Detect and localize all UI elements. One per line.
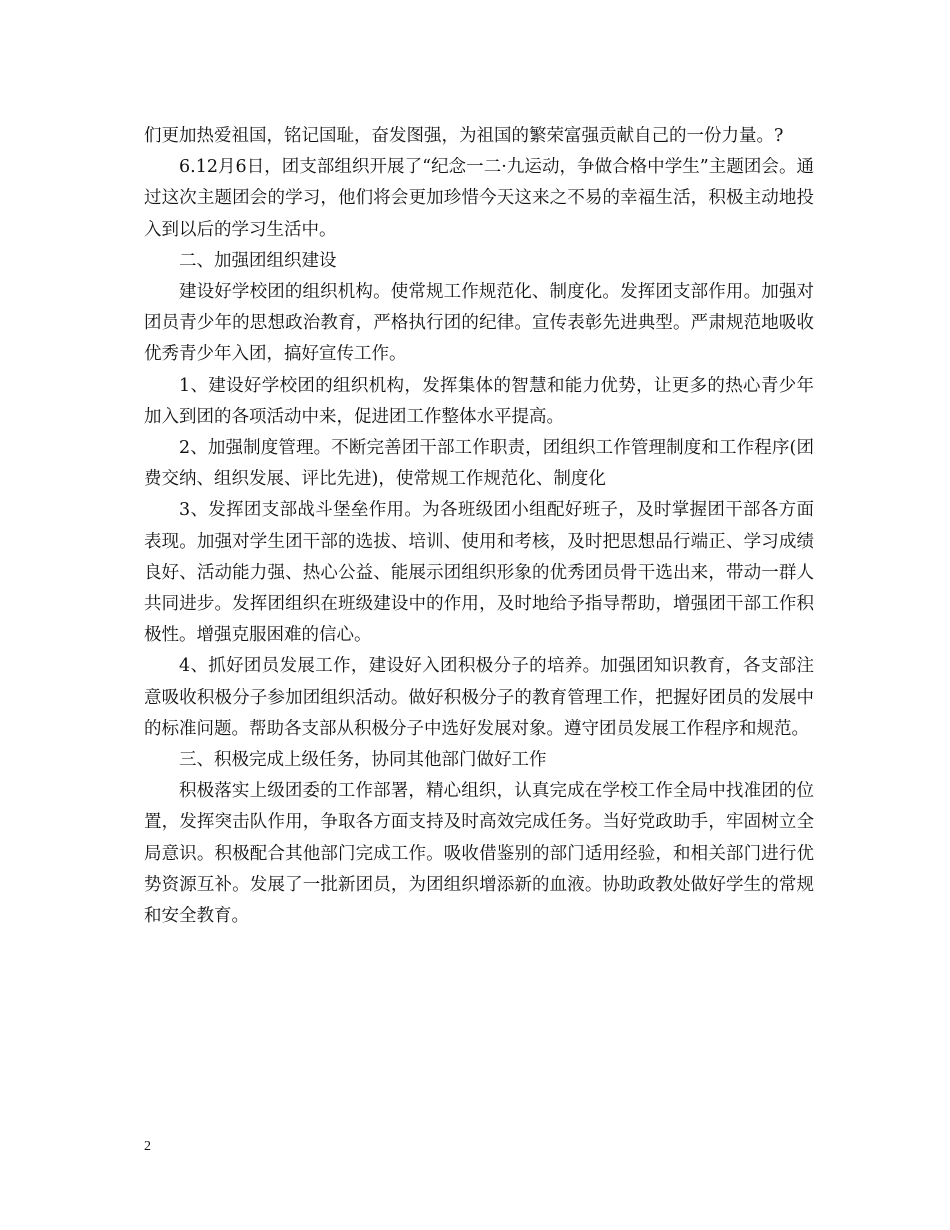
paragraph-2: 6.12月6日，团支部组织开展了“纪念一二·九运动，争做合格中学生”主题团会。通过这次主题团会的学习，他们将会更加珍惜今天这来之不易的幸福生活，积极主动地投入到以后的学习生活中。 [144,157,814,240]
page-number: 2 [144,1139,151,1154]
list-item-2: 2、加强制度管理。不断完善团干部工作职责，团组织工作管理制度和工作程序(团费交纳、组织发展、评比先进)，使常规工作规范化、制度化 [144,438,814,490]
section-heading-2: 二、加强团组织建设 [179,250,337,271]
list-item-3: 3、发挥团支部战斗堡垒作用。为各班级团小组配好班子，及时掌握团干部各方面表现。加强对学生团干部的选拔、培训、使用和考核，及时把思想品行端正、学习成绩良好、活动能力强、热心公益、能展示团组织形象的优秀团员骨干选出来，带动一群人共同进步。发挥团组织在班级建设中的作用，及时地给予指导帮助，增强团干部工作积极性。增强克服困难的信心。 [144,500,814,646]
document-body [144,121,814,932]
list-item-4: 4、抓好团员发展工作，建设好入团积极分子的培养。加强团知识教育，各支部注意吸收积极分子参加团组织活动。做好积极分子的教育管理工作，把握好团员的发展中的标准问题。帮助各支部从积极分子中选好发展对象。遵守团员发展工作程序和规范。 [144,656,814,739]
paragraph-3: 建设好学校团的组织机构。使常规工作规范化、制度化。发挥团支部作用。加强对团员青少年的思想政治教育，严格执行团的纪律。宣传表彰先进典型。严肃规范地吸收优秀青少年入团，搞好宣传工作。 [144,282,814,365]
list-item-1: 1、建设好学校团的组织机构，发挥集体的智慧和能力优势，让更多的热心青少年加入到团的各项活动中来，促进团工作整体水平提高。 [144,375,814,427]
paragraph-1: 们更加热爱祖国，铭记国耻，奋发图强，为祖国的繁荣富强贡献自己的一份力量。? [144,126,784,146]
paragraph-4: 积极落实上级团委的工作部署，精心组织，认真完成在学校工作全局中找准团的位置，发挥突击队作用，争取各方面支持及时高效完成任务。当好党政助手，牢固树立全局意识。积极配合其他部门完成工作。吸收借鉴别的部门适用经验，和相关部门进行优势资源互补。发展了一批新团员，为团组织增添新的血液。协助政教处做好学生的常规和安全教育。 [144,781,814,927]
section-heading-3: 三、积极完成上级任务，协同其他部门做好工作 [179,750,547,771]
